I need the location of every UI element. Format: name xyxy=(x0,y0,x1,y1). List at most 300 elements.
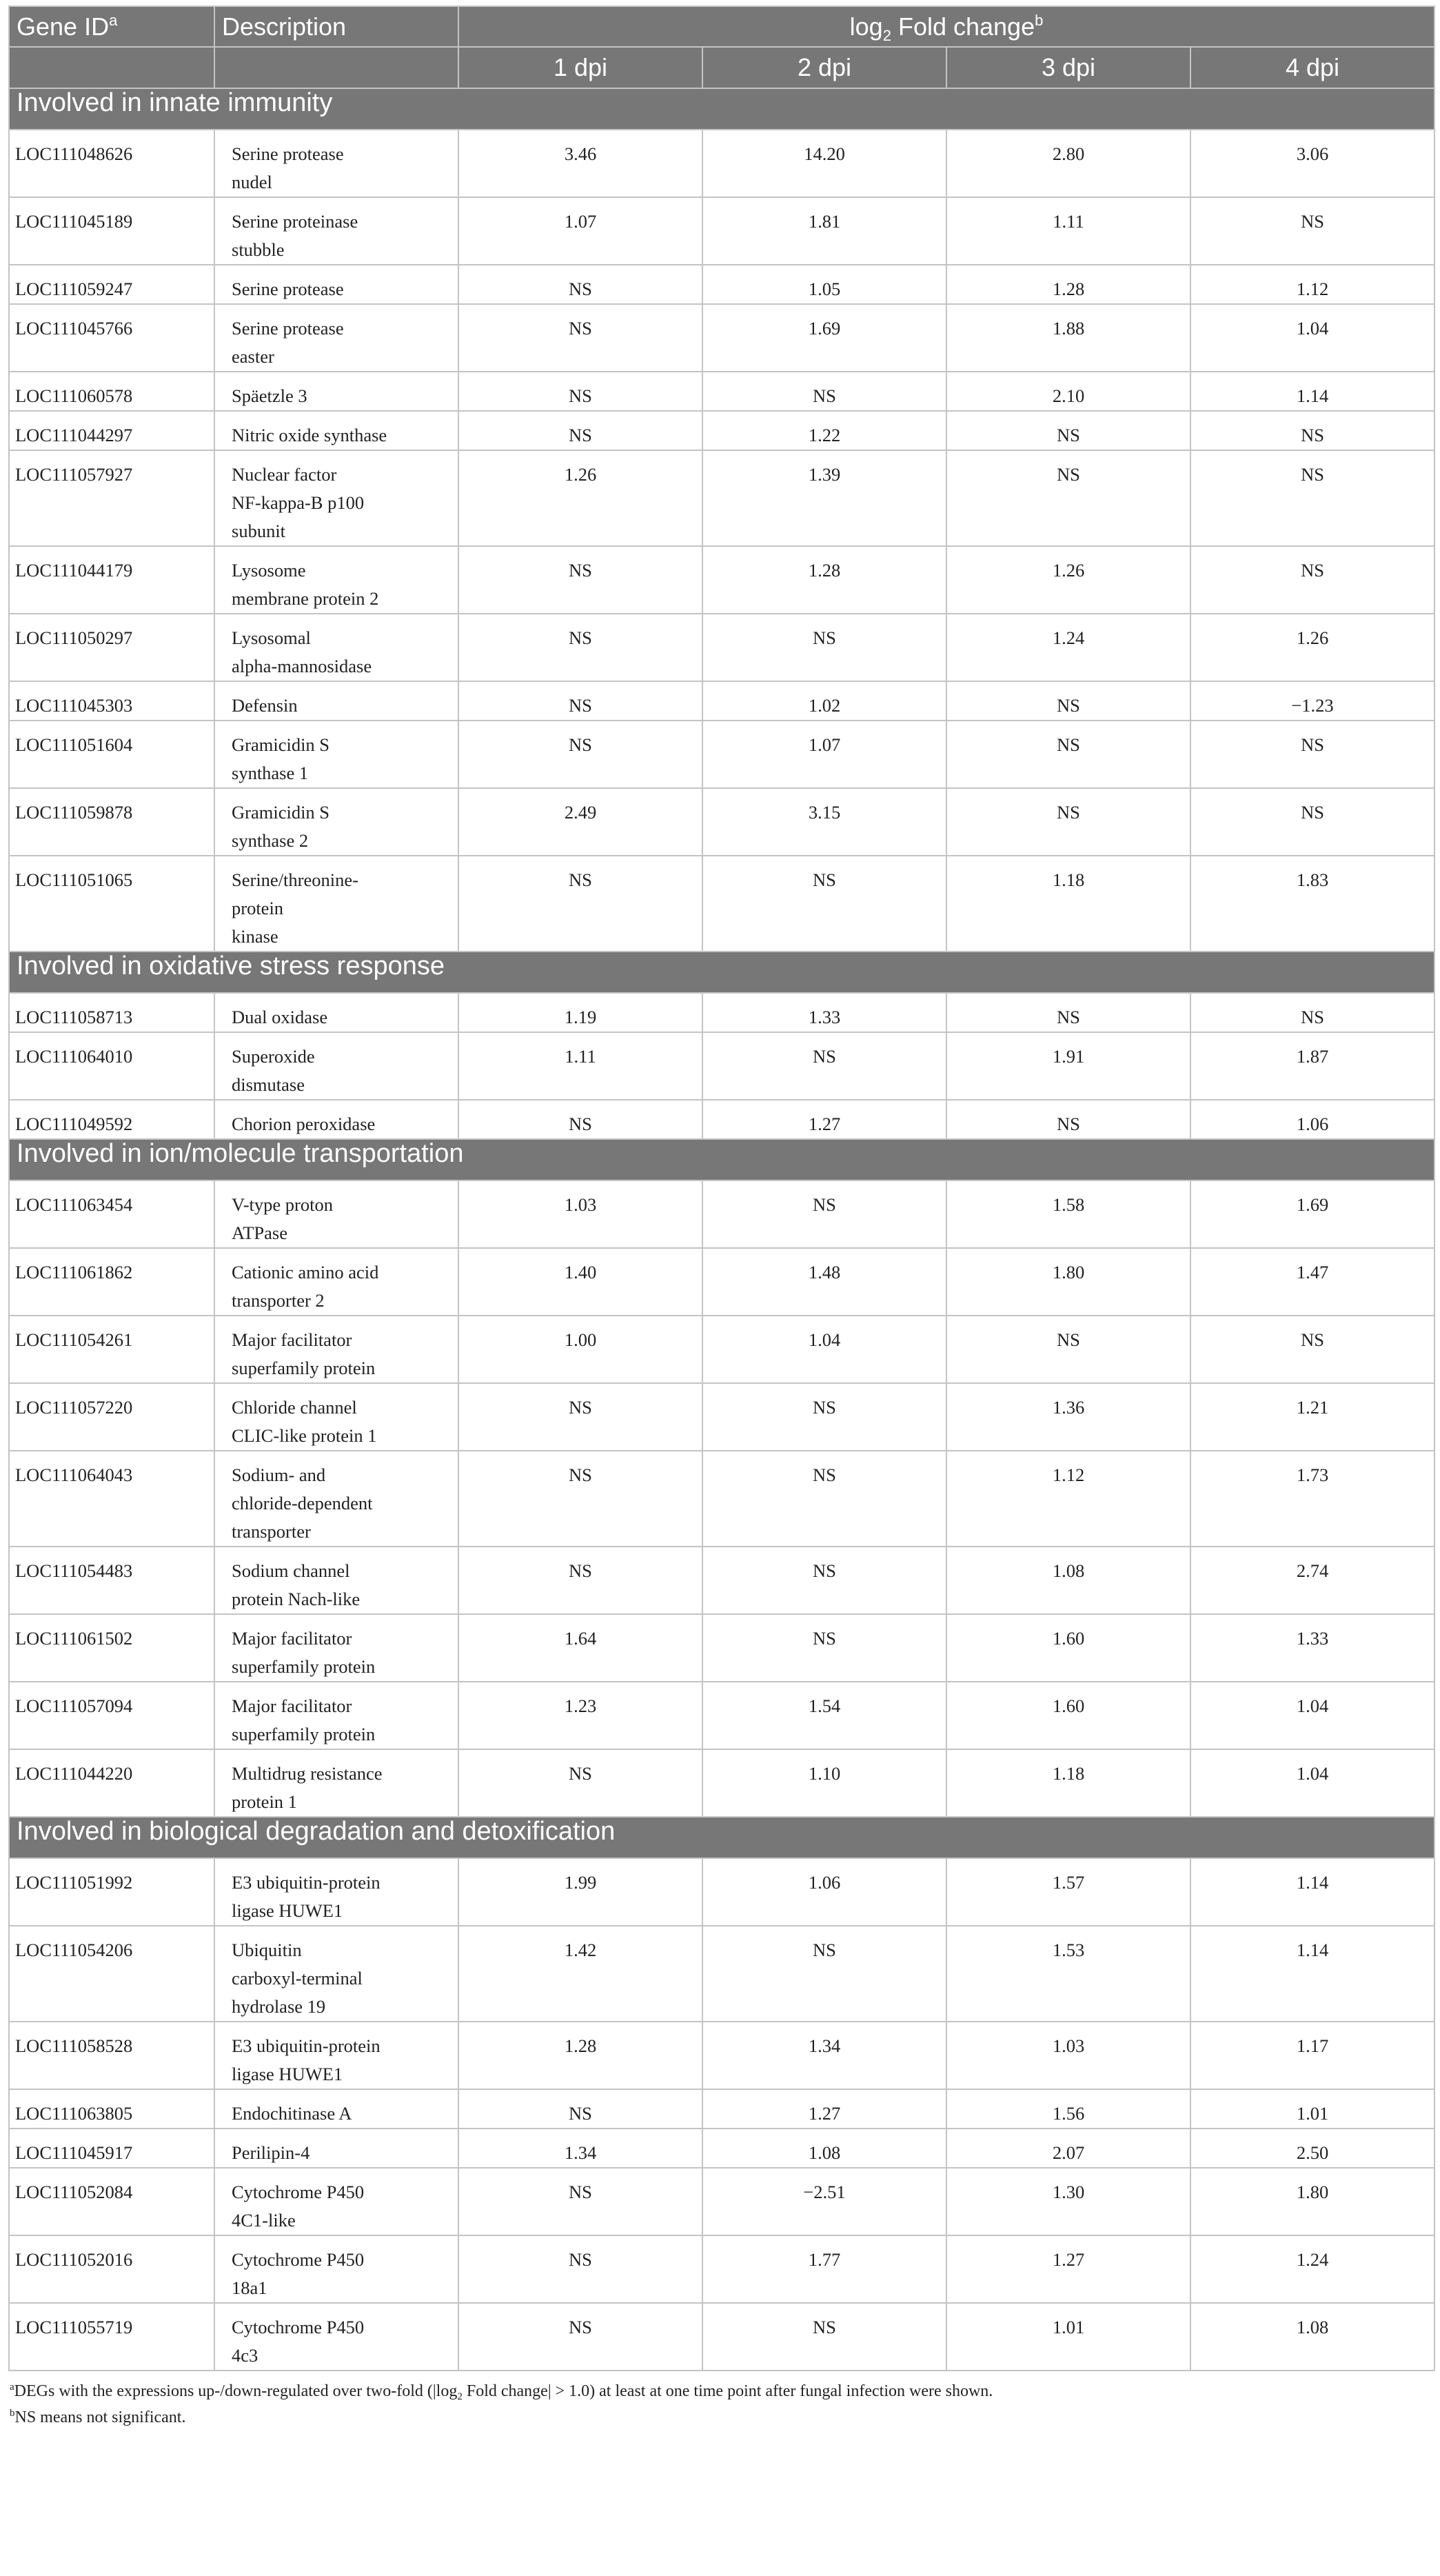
gene-id-cell: LOC111048626 xyxy=(9,130,214,197)
fold-change-cell: 1.22 xyxy=(702,411,946,450)
fold-change-cell: 3.06 xyxy=(1190,130,1434,197)
table-row xyxy=(9,130,1434,197)
description-cell xyxy=(214,265,458,304)
description-cell xyxy=(214,614,458,681)
table-row xyxy=(9,788,1434,856)
description-line: superfamily protein xyxy=(232,1724,376,1744)
gene-id-cell: LOC111057927 xyxy=(9,450,214,546)
description-line: Cytochrome P450 xyxy=(232,2249,365,2270)
fold-change-cell: 1.24 xyxy=(946,614,1190,681)
fold-change-cell: NS xyxy=(702,1180,946,1248)
fold-change-cell: NS xyxy=(702,856,946,952)
table-row xyxy=(9,265,1434,304)
fold-change-cell: NS xyxy=(946,1100,1190,1139)
description-line: Serine protease xyxy=(232,279,344,299)
description-line: ligase HUWE1 xyxy=(232,1900,343,1921)
fold-change-cell: 1.19 xyxy=(458,993,702,1032)
fold-change-cell: NS xyxy=(946,788,1190,856)
gene-id-cell: LOC111059247 xyxy=(9,265,214,304)
gene-id-cell: LOC111050297 xyxy=(9,614,214,681)
table-row xyxy=(9,1682,1434,1749)
description-line: Major facilitator xyxy=(232,1695,352,1716)
fold-change-cell: 1.04 xyxy=(1190,1682,1434,1749)
fold-change-cell: 1.27 xyxy=(946,2235,1190,2303)
description-line: chloride-dependent xyxy=(232,1493,373,1513)
gene-id-cell: LOC111058528 xyxy=(9,2022,214,2089)
fold-change-cell: 1.77 xyxy=(702,2235,946,2303)
table-row xyxy=(9,614,1434,681)
fold-change-cell: NS xyxy=(458,1100,702,1139)
fold-change-cell: NS xyxy=(458,372,702,411)
fold-change-cell: 1.56 xyxy=(946,2089,1190,2129)
table-row xyxy=(9,1749,1434,1817)
fold-change-cell: 1.03 xyxy=(946,2022,1190,2089)
description-line: dismutase xyxy=(232,1074,305,1095)
fold-change-cell: 1.06 xyxy=(1190,1100,1434,1139)
gene-id-cell: LOC111057220 xyxy=(9,1383,214,1451)
description-line: alpha-mannosidase xyxy=(232,656,372,676)
time-point-header: 2 dpi xyxy=(702,47,946,88)
fold-change-cell: 1.17 xyxy=(1190,2022,1434,2089)
description-cell xyxy=(214,411,458,450)
table-row xyxy=(9,197,1434,265)
gene-id-cell: LOC111045303 xyxy=(9,681,214,721)
fold-change-cell: 1.33 xyxy=(1190,1614,1434,1682)
fold-change-cell: NS xyxy=(946,411,1190,450)
description-line: E3 ubiquitin-protein xyxy=(232,1872,381,1893)
fold-change-cell: 1.26 xyxy=(946,546,1190,614)
fold-change-cell: 1.06 xyxy=(702,1858,946,1926)
footnote-a: $^a$DEGs with the expressions up-/down-regulated over two-fold ($|\log_2$ Fold change| > 1.0) at least at one time point after fungal infection were shown. xyxy=(10,2382,993,2402)
table-row xyxy=(9,304,1434,372)
fold-change-cell: NS xyxy=(458,2303,702,2371)
description-line: Serine protease xyxy=(232,143,344,164)
gene-id-cell: LOC111058713 xyxy=(9,993,214,1032)
fold-change-cell: 2.80 xyxy=(946,130,1190,197)
description-line: easter xyxy=(232,346,274,367)
gene-id-cell: LOC111060578 xyxy=(9,372,214,411)
fold-change-cell: 1.80 xyxy=(946,1248,1190,1316)
section-title: Involved in oxidative stress response xyxy=(9,952,1434,993)
description-line: kinase xyxy=(232,926,278,947)
fold-change-cell: NS xyxy=(946,681,1190,721)
fold-change-cell: 1.08 xyxy=(702,2129,946,2168)
description-cell xyxy=(214,546,458,614)
fold-change-cell: 1.02 xyxy=(702,681,946,721)
description-line: stubble xyxy=(232,239,285,260)
fold-change-cell: 1.27 xyxy=(702,2089,946,2129)
fold-change-cell: NS xyxy=(1190,197,1434,265)
footnote-b: $^b$NS means not significant. xyxy=(10,2408,186,2426)
description-line: Ubiquitin xyxy=(232,1940,302,1960)
description-line: Endochitinase A xyxy=(232,2103,352,2124)
fold-change-cell: 3.15 xyxy=(702,788,946,856)
fold-change-cell: 3.46 xyxy=(458,130,702,197)
gene-id-cell: LOC111051992 xyxy=(9,1858,214,1926)
footnotes xyxy=(8,2378,1434,2431)
gene-id-cell: LOC111044179 xyxy=(9,546,214,614)
fold-change-cell: 1.54 xyxy=(702,1682,946,1749)
fold-change-cell: 1.88 xyxy=(946,304,1190,372)
fold-change-cell: 2.74 xyxy=(1190,1547,1434,1614)
description-line: Nitric oxide synthase xyxy=(232,425,387,445)
description-line: superfamily protein xyxy=(232,1656,376,1677)
description-line: ATPase xyxy=(232,1222,287,1243)
fold-change-cell: 1.01 xyxy=(1190,2089,1434,2129)
description-cell xyxy=(214,1316,458,1383)
footnote-mark-a: a xyxy=(109,11,118,29)
fold-change-cell: 1.42 xyxy=(458,1926,702,2022)
fold-change-cell: 2.07 xyxy=(946,2129,1190,2168)
table-row xyxy=(9,411,1434,450)
fold-change-cell: 1.08 xyxy=(1190,2303,1434,2371)
description-cell xyxy=(214,197,458,265)
description-cell xyxy=(214,2235,458,2303)
empty-header-cell xyxy=(214,47,458,88)
section-title: Involved in ion/molecule transportation xyxy=(9,1139,1434,1180)
fold-change-cell: NS xyxy=(702,1451,946,1547)
fold-change-cell: NS xyxy=(458,721,702,788)
description-cell xyxy=(214,130,458,197)
gene-id-cell: LOC111064010 xyxy=(9,1032,214,1100)
fold-change-cell: NS xyxy=(946,721,1190,788)
description-line: Sodium channel xyxy=(232,1560,350,1581)
description-line: membrane protein 2 xyxy=(232,588,379,609)
description-line: CLIC-like protein 1 xyxy=(232,1425,377,1446)
description-line: hydrolase 19 xyxy=(232,1996,326,2017)
description-cell xyxy=(214,2303,458,2371)
fold-change-cell: NS xyxy=(946,450,1190,546)
table-row xyxy=(9,856,1434,952)
fold-change-cell: 1.28 xyxy=(946,265,1190,304)
gene-id-cell: LOC111063805 xyxy=(9,2089,214,2129)
fold-change-cell: 1.11 xyxy=(946,197,1190,265)
table-row xyxy=(9,1100,1434,1139)
gene-id-cell: LOC111051065 xyxy=(9,856,214,952)
empty-header-cell xyxy=(9,47,214,88)
fold-change-cell: 1.28 xyxy=(458,2022,702,2089)
gene-id-cell: LOC111051604 xyxy=(9,721,214,788)
description-cell xyxy=(214,1858,458,1926)
gene-id-cell: LOC111064043 xyxy=(9,1451,214,1547)
fold-change-cell: NS xyxy=(458,1749,702,1817)
table-row xyxy=(9,1926,1434,2022)
fold-change-cell: 1.01 xyxy=(946,2303,1190,2371)
fold-change-cell: NS xyxy=(1190,411,1434,450)
fold-change-cell: NS xyxy=(458,2089,702,2129)
section-row xyxy=(9,952,1434,993)
table-row xyxy=(9,1858,1434,1926)
description-cell xyxy=(214,993,458,1032)
description-cell xyxy=(214,788,458,856)
fold-change-cell: 1.64 xyxy=(458,1614,702,1682)
description-line: ligase HUWE1 xyxy=(232,2064,343,2084)
fold-change-cell: 1.12 xyxy=(946,1451,1190,1547)
fold-change-cell: 1.04 xyxy=(1190,1749,1434,1817)
table-row xyxy=(9,2129,1434,2168)
fold-change-cell: 1.40 xyxy=(458,1248,702,1316)
table-row xyxy=(9,1451,1434,1547)
table-row xyxy=(9,2168,1434,2235)
fold-change-cell: −2.51 xyxy=(702,2168,946,2235)
description-cell xyxy=(214,2168,458,2235)
fold-change-cell: NS xyxy=(458,1547,702,1614)
fold-change-cell: 1.08 xyxy=(946,1547,1190,1614)
description-cell xyxy=(214,450,458,546)
fold-change-cell: 1.11 xyxy=(458,1032,702,1100)
section-row xyxy=(9,88,1434,130)
fold-change-cell: 1.00 xyxy=(458,1316,702,1383)
fold-change-cell: NS xyxy=(458,546,702,614)
description-line: transporter 2 xyxy=(232,1290,325,1311)
description-line: Multidrug resistance xyxy=(232,1763,383,1784)
description-line: Lysosome xyxy=(232,560,306,581)
fold-change-cell: NS xyxy=(702,2303,946,2371)
fold-change-cell: 1.87 xyxy=(1190,1032,1434,1100)
table-row xyxy=(9,1316,1434,1383)
gene-id-cell: LOC111063454 xyxy=(9,1180,214,1248)
time-point-header: 3 dpi xyxy=(946,47,1190,88)
gene-id-cell: LOC111054206 xyxy=(9,1926,214,2022)
description-cell xyxy=(214,1248,458,1316)
description-line: subunit xyxy=(232,521,286,541)
fold-change-cell: NS xyxy=(458,681,702,721)
description-cell xyxy=(214,2089,458,2129)
table-header xyxy=(9,6,1434,88)
fold-change-cell: NS xyxy=(1190,450,1434,546)
fold-change-cell: NS xyxy=(458,614,702,681)
fold-change-cell: 1.73 xyxy=(1190,1451,1434,1547)
description-line: Serine protease xyxy=(232,318,344,339)
table-row xyxy=(9,2022,1434,2089)
footnote-mark-b: b xyxy=(1035,11,1044,29)
fold-change-cell: NS xyxy=(1190,993,1434,1032)
fold-change-cell: 1.14 xyxy=(1190,1926,1434,2022)
description-line: Serine/threonine- xyxy=(232,869,358,890)
gene-id-cell: LOC111045766 xyxy=(9,304,214,372)
gene-id-cell: LOC111055719 xyxy=(9,2303,214,2371)
fold-change-cell: 2.49 xyxy=(458,788,702,856)
gene-id-cell: LOC111044297 xyxy=(9,411,214,450)
description-cell xyxy=(214,1383,458,1451)
description-cell xyxy=(214,2129,458,2168)
description-line: Gramicidin S xyxy=(232,734,330,755)
fold-change-cell: 1.47 xyxy=(1190,1248,1434,1316)
gene-id-cell: LOC111049592 xyxy=(9,1100,214,1139)
fold-change-cell: NS xyxy=(1190,546,1434,614)
description-line: Cationic amino acid xyxy=(232,1262,379,1282)
description-line: Serine proteinase xyxy=(232,211,358,232)
fold-change-cell: 1.14 xyxy=(1190,372,1434,411)
fold-change-cell: 1.57 xyxy=(946,1858,1190,1926)
description-line: carboxyl-terminal xyxy=(232,1968,363,1989)
table-row xyxy=(9,993,1434,1032)
gene-id-cell: LOC111045917 xyxy=(9,2129,214,2168)
fold-change-cell: 1.91 xyxy=(946,1032,1190,1100)
fold-change-cell: NS xyxy=(702,1614,946,1682)
description-line: Dual oxidase xyxy=(232,1007,328,1027)
description-line: Superoxide xyxy=(232,1046,315,1067)
table-row xyxy=(9,546,1434,614)
fold-change-cell: 1.81 xyxy=(702,197,946,265)
gene-id-cell: LOC111052016 xyxy=(9,2235,214,2303)
table-row xyxy=(9,681,1434,721)
fold-change-cell: NS xyxy=(946,993,1190,1032)
table-row xyxy=(9,2235,1434,2303)
fold-change-cell: 1.58 xyxy=(946,1180,1190,1248)
description-line: transporter xyxy=(232,1521,311,1542)
gene-id-header: Gene $ID^a$ xyxy=(9,6,214,47)
section-title: Involved in biological degradation and detoxification xyxy=(9,1817,1434,1858)
fold-change-cell: 1.18 xyxy=(946,856,1190,952)
description-cell xyxy=(214,1100,458,1139)
fold-change-cell: 1.30 xyxy=(946,2168,1190,2235)
description-cell xyxy=(214,1749,458,1817)
fold-change-cell: 1.69 xyxy=(1190,1180,1434,1248)
description-cell xyxy=(214,1032,458,1100)
table-row xyxy=(9,2089,1434,2129)
fold-change-cell: 1.60 xyxy=(946,1614,1190,1682)
table-row xyxy=(9,1180,1434,1248)
gene-id-cell: LOC111044220 xyxy=(9,1749,214,1817)
fold-change-cell: −1.23 xyxy=(1190,681,1434,721)
fold-change-cell: 1.26 xyxy=(458,450,702,546)
description-line: Cytochrome P450 xyxy=(232,2317,365,2337)
gene-id-cell: LOC111045189 xyxy=(9,197,214,265)
fold-change-cell: 1.53 xyxy=(946,1926,1190,2022)
fold-change-cell: 1.34 xyxy=(458,2129,702,2168)
fold-change-cell: 1.07 xyxy=(458,197,702,265)
description-line: NF-kappa-B p100 xyxy=(232,492,365,513)
description-line: Cytochrome P450 xyxy=(232,2182,365,2202)
description-line: Lysosomal xyxy=(232,627,311,648)
fold-change-cell: NS xyxy=(458,1451,702,1547)
fold-change-cell: 1.12 xyxy=(1190,265,1434,304)
fold-change-cell: 1.21 xyxy=(1190,1383,1434,1451)
fold-change-cell: NS xyxy=(1190,788,1434,856)
gene-id-cell: LOC111054483 xyxy=(9,1547,214,1614)
fold-change-cell: 1.18 xyxy=(946,1749,1190,1817)
gene-id-cell: LOC111052084 xyxy=(9,2168,214,2235)
fold-change-cell: 1.26 xyxy=(1190,614,1434,681)
fold-change-cell: 1.04 xyxy=(702,1316,946,1383)
table-body xyxy=(9,88,1434,2371)
fold-change-cell: 1.69 xyxy=(702,304,946,372)
fold-change-cell: NS xyxy=(1190,1316,1434,1383)
fold-change-cell: NS xyxy=(458,856,702,952)
description-line: nudel xyxy=(232,172,272,192)
time-point-header: 4 dpi xyxy=(1190,47,1434,88)
fold-change-cell: 1.04 xyxy=(1190,304,1434,372)
time-point-header: 1 dpi xyxy=(458,47,702,88)
description-line: Nuclear factor xyxy=(232,464,337,485)
description-header: Description xyxy=(214,6,458,47)
fold-change-cell: 1.34 xyxy=(702,2022,946,2089)
description-cell xyxy=(214,304,458,372)
gene-id-cell: LOC111061862 xyxy=(9,1248,214,1316)
fold-change-cell: NS xyxy=(458,411,702,450)
description-cell xyxy=(214,372,458,411)
description-line: synthase 1 xyxy=(232,763,309,783)
fold-change-cell: 2.10 xyxy=(946,372,1190,411)
fold-change-cell: 1.33 xyxy=(702,993,946,1032)
fold-change-cell: 1.24 xyxy=(1190,2235,1434,2303)
gene-id-cell: LOC111057094 xyxy=(9,1682,214,1749)
table-row xyxy=(9,1032,1434,1100)
fold-change-header: $\log_2$ Fold change$^b$ xyxy=(458,6,1434,47)
description-cell xyxy=(214,681,458,721)
fold-change-cell: 1.23 xyxy=(458,1682,702,1749)
fold-change-cell: 1.48 xyxy=(702,1248,946,1316)
fold-change-cell: NS xyxy=(702,614,946,681)
description-cell xyxy=(214,1682,458,1749)
fold-change-cell: NS xyxy=(1190,721,1434,788)
description-cell xyxy=(214,856,458,952)
fold-change-cell: NS xyxy=(458,2235,702,2303)
fold-change-cell: 1.39 xyxy=(702,450,946,546)
description-line: Späetzle 3 xyxy=(232,385,307,406)
description-line: Major facilitator xyxy=(232,1329,352,1350)
description-line: synthase 2 xyxy=(232,830,309,851)
section-row xyxy=(9,1139,1434,1180)
description-line: Chorion peroxidase xyxy=(232,1114,376,1134)
table-row xyxy=(9,1383,1434,1451)
description-line: E3 ubiquitin-protein xyxy=(232,2035,381,2056)
description-line: Major facilitator xyxy=(232,1628,352,1649)
table-row xyxy=(9,1614,1434,1682)
table-row xyxy=(9,372,1434,411)
table-row xyxy=(9,1248,1434,1316)
description-cell xyxy=(214,721,458,788)
description-line: Defensin xyxy=(232,695,298,716)
fold-change-cell: 1.36 xyxy=(946,1383,1190,1451)
description-line: Perilipin-4 xyxy=(232,2142,310,2163)
description-cell xyxy=(214,1926,458,2022)
description-line: protein Nach-like xyxy=(232,1589,361,1609)
description-line: Gramicidin S xyxy=(232,802,330,823)
fold-change-cell: 1.80 xyxy=(1190,2168,1434,2235)
deg-table xyxy=(8,6,1435,2371)
fold-change-cell: 1.03 xyxy=(458,1180,702,1248)
description-line: Sodium- and xyxy=(232,1465,326,1485)
description-line: 4c3 xyxy=(232,2345,258,2366)
fold-change-cell: 1.05 xyxy=(702,265,946,304)
description-line: protein 1 xyxy=(232,1791,297,1812)
description-line: 18a1 xyxy=(232,2277,267,2298)
fold-change-cell: NS xyxy=(458,2168,702,2235)
fold-change-cell: NS xyxy=(702,1926,946,2022)
fold-change-cell: 2.50 xyxy=(1190,2129,1434,2168)
fold-change-cell: 1.07 xyxy=(702,721,946,788)
description-line: Chloride channel xyxy=(232,1397,357,1418)
gene-id-cell: LOC111061502 xyxy=(9,1614,214,1682)
description-line: V-type proton xyxy=(232,1194,333,1215)
section-row xyxy=(9,1817,1434,1858)
fold-change-cell: 1.14 xyxy=(1190,1858,1434,1926)
fold-change-cell: NS xyxy=(702,1383,946,1451)
fold-change-cell: 14.20 xyxy=(702,130,946,197)
fold-change-cell: NS xyxy=(946,1316,1190,1383)
fold-change-cell: NS xyxy=(458,265,702,304)
fold-change-cell: NS xyxy=(702,1547,946,1614)
table-row xyxy=(9,2303,1434,2371)
fold-change-cell: 1.60 xyxy=(946,1682,1190,1749)
table-row xyxy=(9,450,1434,546)
description-cell xyxy=(214,1614,458,1682)
description-cell xyxy=(214,1451,458,1547)
fold-change-cell: NS xyxy=(702,1032,946,1100)
description-line: superfamily protein xyxy=(232,1358,376,1378)
